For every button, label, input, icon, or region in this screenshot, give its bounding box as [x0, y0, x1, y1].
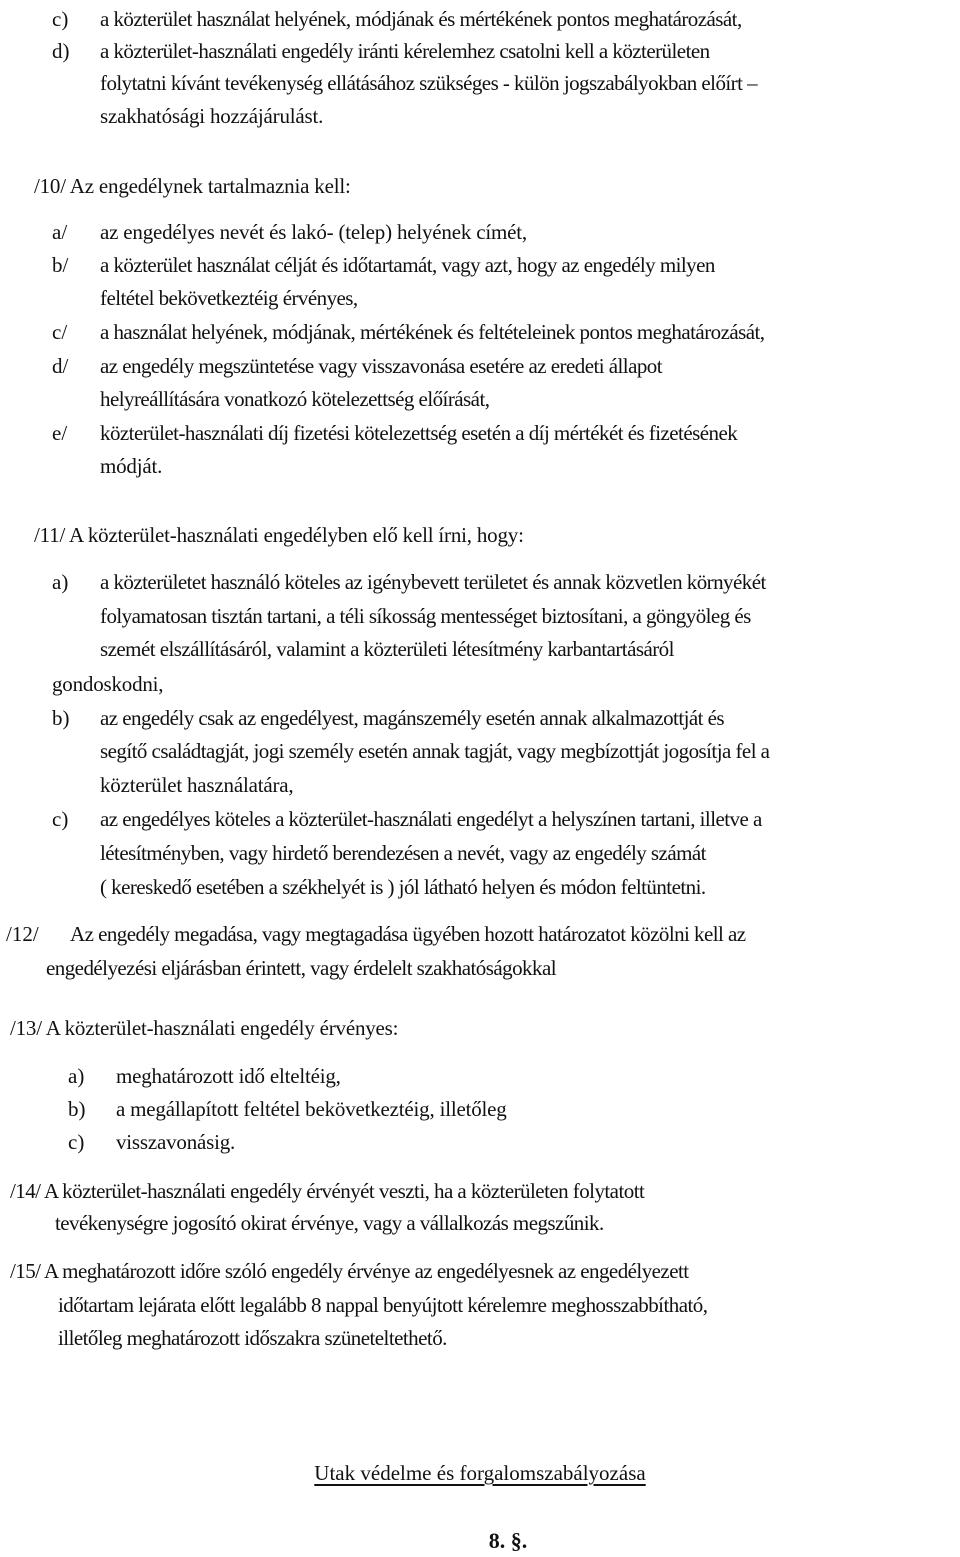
text-line: a közterület használat célját és időtartamát, vagy azt, hogy az engedély milyen	[100, 253, 715, 277]
section-title	[0, 1459, 960, 1487]
item-label: a)	[52, 570, 69, 594]
text-line: a közterületet használó köteles az igénybevett területet és annak közvetlen környékét	[100, 570, 766, 594]
text-line: szakhatósági hozzájárulást.	[100, 104, 324, 128]
item-label: b/	[52, 253, 69, 277]
item-label: c/	[52, 320, 68, 344]
item-label: b)	[68, 1097, 86, 1121]
paragraph-15-line: /15/ A meghatározott időre szóló engedély érvénye az engedélyesnek az engedélyezett	[10, 1259, 689, 1283]
section-title-text: Utak védelme és forgalomszabályozása	[314, 1461, 646, 1485]
text-line: az engedély megszüntetése vagy visszavonása esetére az eredeti állapot	[100, 354, 663, 378]
text-line: gondoskodni,	[52, 672, 164, 696]
text-line: a közterület-használati engedély iránti kérelemhez csatolni kell a közterületen	[100, 39, 710, 63]
item-label: a)	[68, 1064, 85, 1088]
text-line: folyamatosan tisztán tartani, a téli síkosság mentességet biztosítani, a göngyöleg és	[100, 604, 751, 628]
text-line: közterület használatára,	[100, 773, 294, 797]
text-line: visszavonásig.	[116, 1130, 236, 1154]
text-line: a használat helyének, módjának, mértékének és feltételeinek pontos meghatározását,	[100, 320, 765, 344]
text-line: módját.	[100, 454, 163, 478]
paragraph-14-line: /14/ A közterület-használati engedély érvényét veszti, ha a közterületen folytatott	[10, 1179, 645, 1203]
item-label: c)	[68, 1130, 85, 1154]
text-line: segítő családtagját, jogi személy esetén annak tagját, vagy megbízottját jogosítja fel a	[100, 739, 770, 763]
paragraph-14-line: tevékenységre jogosító okirat érvénye, vagy a vállalkozás megszűnik.	[55, 1211, 604, 1235]
text-line: helyreállítására vonatkozó kötelezettség előírását,	[100, 387, 490, 411]
text-line: engedélyezési eljárásban érintett, vagy érdelelt szakhatóságokkal	[46, 956, 557, 980]
text-line: az engedély csak az engedélyest, magánszemély esetén annak alkalmazottját és	[100, 706, 725, 730]
item-label: d)	[52, 39, 70, 63]
text-line: folytatni kívánt tevékenység ellátásához szükséges - külön jogszabályokban előírt –	[100, 71, 758, 95]
text-line: feltétel bekövetkeztéig érvényes,	[100, 286, 358, 310]
item-label: a/	[52, 220, 68, 244]
paragraph-heading-10: /10/ Az engedélynek tartalmaznia kell:	[34, 174, 351, 198]
text-line: közterület-használati díj fizetési kötelezettség esetén a díj mértékét és fizetésének	[100, 421, 738, 445]
text-line: a megállapított feltétel bekövetkeztéig, illetőleg	[116, 1097, 507, 1121]
item-label: c)	[52, 807, 69, 831]
paragraph-heading-13: /13/ A közterület-használati engedély érvényes:	[10, 1016, 399, 1040]
paragraph-heading-11: /11/ A közterület-használati engedélyben elő kell írni, hogy:	[34, 523, 524, 547]
item-label: c)	[52, 7, 69, 31]
text-line: a közterület használat helyének, módjának és mértékének pontos meghatározását,	[100, 7, 742, 31]
item-label: b)	[52, 706, 70, 730]
text-line: létesítményben, vagy hirdető berendezésen a nevét, vagy az engedély számát	[100, 841, 706, 865]
text-line: szemét elszállításáról, valamint a közterületi létesítmény karbantartásáról	[100, 637, 674, 661]
item-label: d/	[52, 354, 69, 378]
section-number: 8. §.	[488, 1528, 528, 1553]
text-line: Az engedély megadása, vagy megtagadása ügyében hozott határozatot közölni kell az	[70, 922, 746, 946]
paragraph-15-line: illetőleg meghatározott időszakra szüneteltethető.	[58, 1326, 447, 1350]
text-line: az engedélyes köteles a közterület-használati engedélyt a helyszínen tartani, illetve a	[100, 807, 762, 831]
paragraph-number-12: /12/	[6, 922, 39, 946]
item-label: e/	[52, 421, 68, 445]
paragraph-15-line: időtartam lejárata előtt legalább 8 nappal benyújtott kérelemre meghosszabbítható,	[58, 1293, 708, 1317]
text-line: az engedélyes nevét és lakó- (telep) helyének címét,	[100, 220, 527, 244]
text-line: ( kereskedő esetében a székhelyét is ) jól látható helyen és módon feltüntetni.	[100, 875, 706, 899]
text-line: meghatározott idő elteltéig,	[116, 1064, 341, 1088]
